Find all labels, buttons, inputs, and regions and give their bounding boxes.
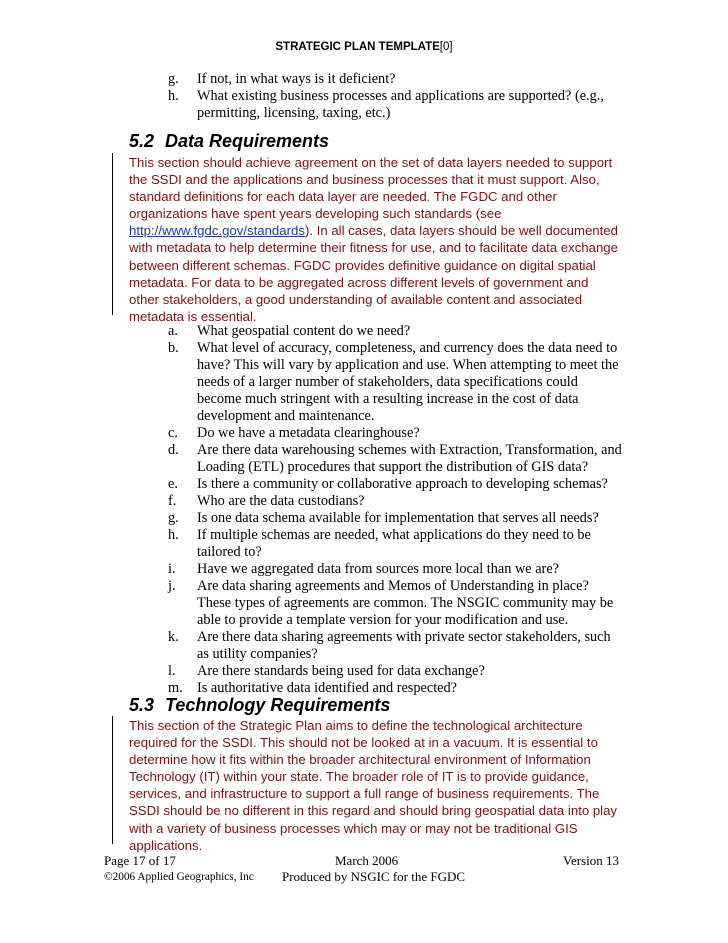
list-marker: j. [168,578,176,594]
paragraph-text: This section of the Strategic Plan aims to define the technological architecture required for the SSDI. This should not be looked at in a vacuum. It is essential to determine how it fits within the broader architectural environment of Information Technology (IT) within your state. The broader role of IT is to provide guidance, services, and infrastructure to support a full range of business requirements. The SSDI should be no different in this regard and should bring geospatial data into play with a variety of business processes which may or may not be traditional GIS applications. [129,718,618,853]
list-marker: l. [168,663,176,679]
footer-page: Page 17 of 17 [104,853,176,868]
list-text: Are there data warehousing schemes with Extraction, Transformation, and Loading (ETL) procedures that support the distribution of GIS data? [197,442,622,475]
footer-produced-by: Produced by NSGIC for the FGDC [282,869,466,884]
list-text: Is there a community or collaborative approach to developing schemas? [197,476,608,492]
change-bar [112,153,113,315]
list-marker: g. [168,71,179,87]
list-text: Have we aggregated data from sources more local than we are? [197,561,560,577]
footer-copyright: ©2006 Applied Geographics, Inc [104,871,254,883]
list-text: Is one data schema available for implementation that serves all needs? [197,510,599,526]
list-item [168,425,624,442]
list-item [168,88,614,122]
list-marker: i. [168,561,176,577]
paragraph-text: ). In all cases, data layers should be well documented with metadata to help determine their fitness for use, and to facilitate data exchange between different schemas. FGDC provides definitive guidance on digital spatial metadata. For data to be aggregated across different levels of government and other stakeholders, a good understanding of available content and associated metadata is essential. [129,223,618,324]
list-marker: d. [168,442,179,458]
paragraph-text: This section should achieve agreement on the set of data layers needed to support the SSDI and the applications and business processes that it must support. Also, standard definitions for each data layer are needed. The FGDC and other organizations have spent years developing such standards (see [129,155,613,222]
fgdc-standards-link[interactable]: http://www.fgdc.gov/standards [129,223,305,239]
list-item [168,629,624,663]
list-text: Are data sharing agreements and Memos of Understanding in place? These types of agreements are common. The NSGIC community may be able to provide a template version for your modification and use. [197,578,614,628]
list-marker: g. [168,510,179,526]
list-marker: h. [168,527,179,543]
list-item [168,340,624,425]
section-number: 5.3 [129,695,155,715]
list-item [168,527,624,561]
list-item [168,476,624,493]
change-bar [112,716,113,844]
list-item [168,510,624,527]
data-requirements-paragraph [129,154,622,325]
data-requirements-questions [168,323,624,697]
section-heading-5-2 [129,131,329,152]
section-number: 5.2 [129,131,155,151]
list-text: Is authoritative data identified and respected? [197,680,458,696]
list-text: What level of accuracy, completeness, and currency does the data need to have? This will vary by application and use. When attempting to meet the needs of a larger number of stakeholders, data specifications could become much stringent with a resulting increase in the cost of data development and maintenance. [197,340,619,424]
list-item [168,493,624,510]
list-marker: k. [168,629,179,645]
list-text: If not, in what ways is it deficient? [197,71,396,87]
list-item [168,578,624,629]
list-text: Who are the data custodians? [197,493,365,509]
list-marker: m. [168,680,183,696]
list-marker: a. [168,323,178,339]
list-marker: f. [168,493,177,509]
top-list [168,71,614,122]
section-heading-5-3 [129,695,390,716]
list-marker: b. [168,340,179,356]
list-item [168,71,614,88]
list-marker: h. [168,88,179,104]
list-text: What geospatial content do we need? [197,323,411,339]
list-text: Are there data sharing agreements with private sector stakeholders, such as utility companies? [197,629,611,662]
footer-version: Version 13 [563,853,619,868]
section-title: Data Requirements [165,131,330,151]
list-text: Do we have a metadata clearinghouse? [197,425,420,441]
list-text: If multiple schemas are needed, what applications do they need to be tailored to? [197,527,591,560]
list-marker: c. [168,425,178,441]
running-header [0,41,728,53]
section-title: Technology Requirements [165,695,391,715]
header-suffix: [0] [439,41,453,53]
list-marker: e. [168,476,178,492]
list-text: Are there standards being used for data exchange? [197,663,485,679]
technology-requirements-paragraph [129,717,624,854]
list-text: What existing business processes and applications are supported? (e.g., permitting, licensing, taxing, etc.) [197,88,604,121]
list-item [168,663,624,680]
list-item [168,323,624,340]
list-item [168,442,624,476]
header-title: STRATEGIC PLAN TEMPLATE [275,41,440,53]
footer-date: March 2006 [335,853,399,868]
list-item [168,561,624,578]
